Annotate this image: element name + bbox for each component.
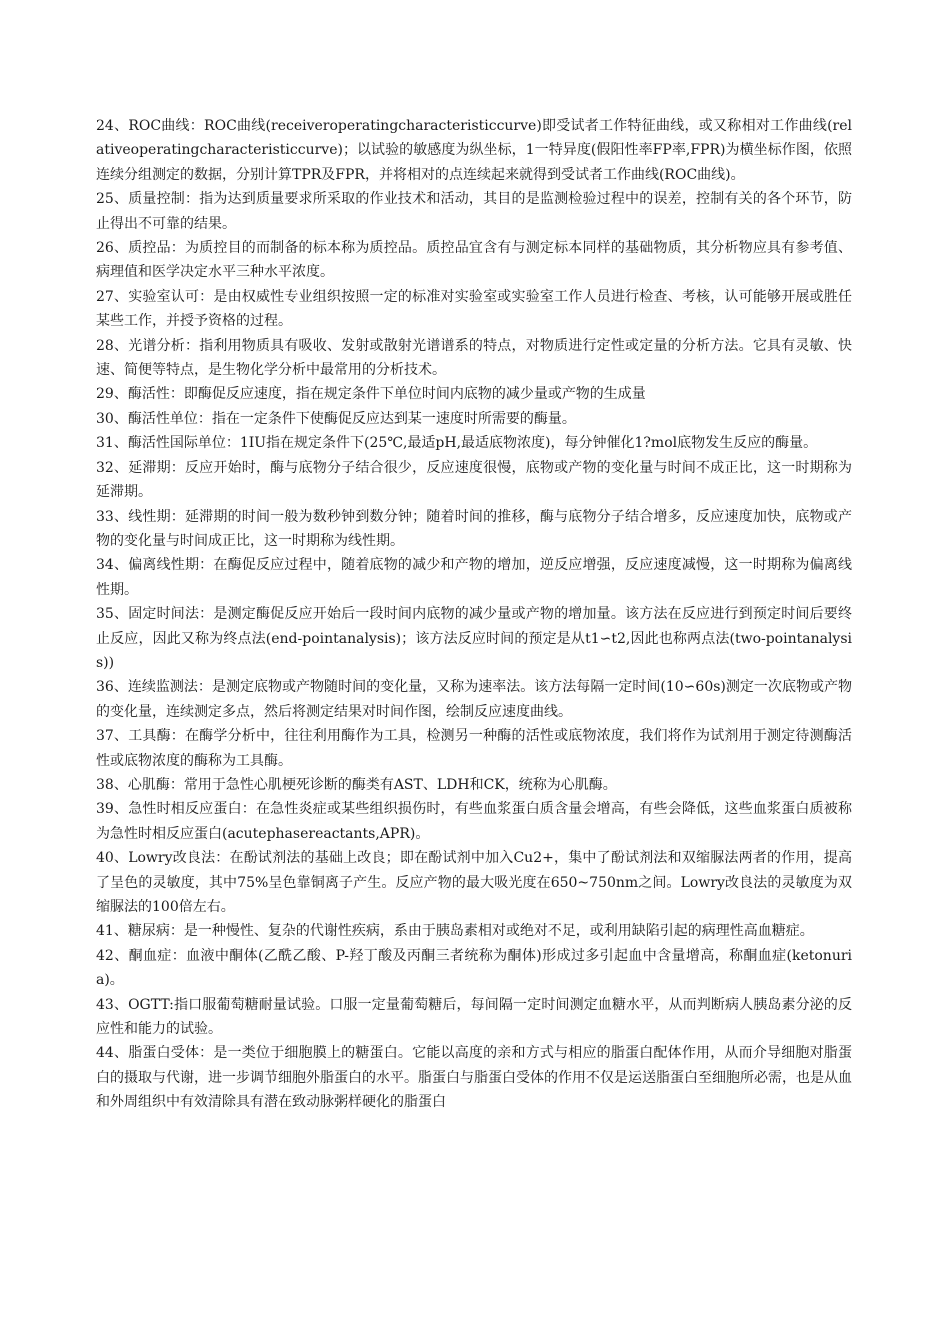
entry-40: 40、Lowry改良法：在酚试剂法的基础上改良；即在酚试剂中加入Cu2+，集中了酚试剂法和双缩脲法两者的作用，提高了呈色的灵敏度，其中75%呈色靠铜离子产生。反应产物的最大吸光度在650~750nm之间。Lowry改良法的灵敏度为双缩脲法的100倍左右。 (96, 850, 852, 915)
entry-43: 43、OGTT:指口服葡萄糖耐量试验。口服一定量葡萄糖后，每间隔一定时间测定血糖水平，从而判断病人胰岛素分泌的反应性和能力的试验。 (96, 996, 852, 1038)
entry-30: 30、酶活性单位：指在一定条件下使酶促反应达到某一速度时所需要的酶量。 (96, 410, 576, 427)
entry-29: 29、酶活性：即酶促反应速度，指在规定条件下单位时间内底物的减少量或产物的生成量 (96, 386, 646, 403)
entry-36: 36、连续监测法：是测定底物或产物随时间的变化量，又称为速率法。该方法每隔一定时间(10∽60s)测定一次底物或产物的变化量，连续测定多点，然后将测定结果对时间作图，绘制反应速度曲线。 (96, 679, 852, 720)
entry-25: 25、质量控制：指为达到质量要求所采取的作业技术和活动，其目的是监测检验过程中的误差，控制有关的各个环节，防止得出不可靠的结果。 (96, 191, 852, 232)
document-body (96, 114, 852, 1115)
entry-42: 42、酮血症：血液中酮体(乙酰乙酸、P-羟丁酸及丙酮三者统称为酮体)形成过多引起血中含量增高，称酮血症(ketonuria)。 (96, 947, 852, 989)
entry-28: 28、光谱分析：指利用物质具有吸收、发射或散射光谱谱系的特点，对物质进行定性或定量的分析方法。它具有灵敏、快速、简便等特点，是生物化学分析中最常用的分析技术。 (96, 337, 852, 379)
entry-37: 37、工具酶：在酶学分析中，往往利用酶作为工具，检测另一种酶的活性或底物浓度，我们将作为试剂用于测定待测酶活性或底物浓度的酶称为工具酶。 (96, 728, 852, 769)
entry-34: 34、偏离线性期：在酶促反应过程中，随着底物的减少和产物的增加，逆反应增强，反应速度减慢，这一时期称为偏离线性期。 (96, 557, 852, 598)
entry-41: 41、糖尿病：是一种慢性、复杂的代谢性疾病，系由于胰岛素相对或绝对不足，或利用缺陷引起的病理性高血糖症。 (96, 923, 814, 940)
entry-38: 38、心肌酶：常用于急性心肌梗死诊断的酶类有AST、LDH和CK，统称为心肌酶。 (96, 776, 617, 793)
entry-26: 26、质控品：为质控目的而制备的标本称为质控品。质控品宜含有与测定标本同样的基础物质，其分析物应具有参考值、病理值和医学决定水平三种水平浓度。 (96, 240, 852, 281)
entry-32: 32、延滞期：反应开始时，酶与底物分子结合很少，反应速度很慢，底物或产物的变化量与时间不成正比，这一时期称为延滞期。 (96, 459, 852, 501)
entry-31: 31、酶活性国际单位：1IU指在规定条件下(25℃,最适pH,最适底物浓度)，每分钟催化1?mol底物发生反应的酶量。 (96, 435, 818, 452)
entry-44: 44、脂蛋白受体：是一类位于细胞膜上的糖蛋白。它能以高度的亲和方式与相应的脂蛋白配体作用，从而介导细胞对脂蛋白的摄取与代谢，进一步调节细胞外脂蛋白的水平。脂蛋白与脂蛋白受体的作用不仅是运送脂蛋白至细胞所必需，也是从血和外周组织中有效清除具有潜在致动脉粥样硬化的脂蛋白 (96, 1045, 852, 1111)
entry-27: 27、实验室认可：是由权威性专业组织按照一定的标准对实验室或实验室工作人员进行检查、考核，认可能够开展或胜任某些工作，并授予资格的过程。 (96, 288, 852, 330)
entry-39: 39、急性时相反应蛋白：在急性炎症或某些组织损伤时，有些血浆蛋白质含量会增高，有些会降低，这些血浆蛋白质被称为急性时相反应蛋白(acutephasereactants,APR)。 (96, 801, 852, 842)
entry-33: 33、线性期：延滞期的时间一般为数秒钟到数分钟；随着时间的推移，酶与底物分子结合增多，反应速度加快，底物或产物的变化量与时间成正比，这一时期称为线性期。 (96, 508, 852, 549)
entry-35: 35、固定时间法：是测定酶促反应开始后一段时间内底物的减少量或产物的增加量。该方法在反应进行到预定时间后要终止反应，因此又称为终点法(end-pointanalysis)；该方法反应时间的预定是从t1∽t2,因此也称两点法(two-pointanalysis)) (96, 606, 852, 671)
entry-24: 24、ROC曲线：ROC曲线(receiveroperatingcharacteristiccurve)即受试者工作特征曲线，或又称相对工作曲线(relativeoperatingcharacteristiccurve)；以试验的敏感度为纵坐标，1一特异度(假阳性率FP率,FPR)为横坐标作图，依照连续分组测定的数据，分别计算TPR及FPR，并将相对的点连续起来就得到受试者工作曲线(ROC曲线)。 (96, 118, 852, 183)
